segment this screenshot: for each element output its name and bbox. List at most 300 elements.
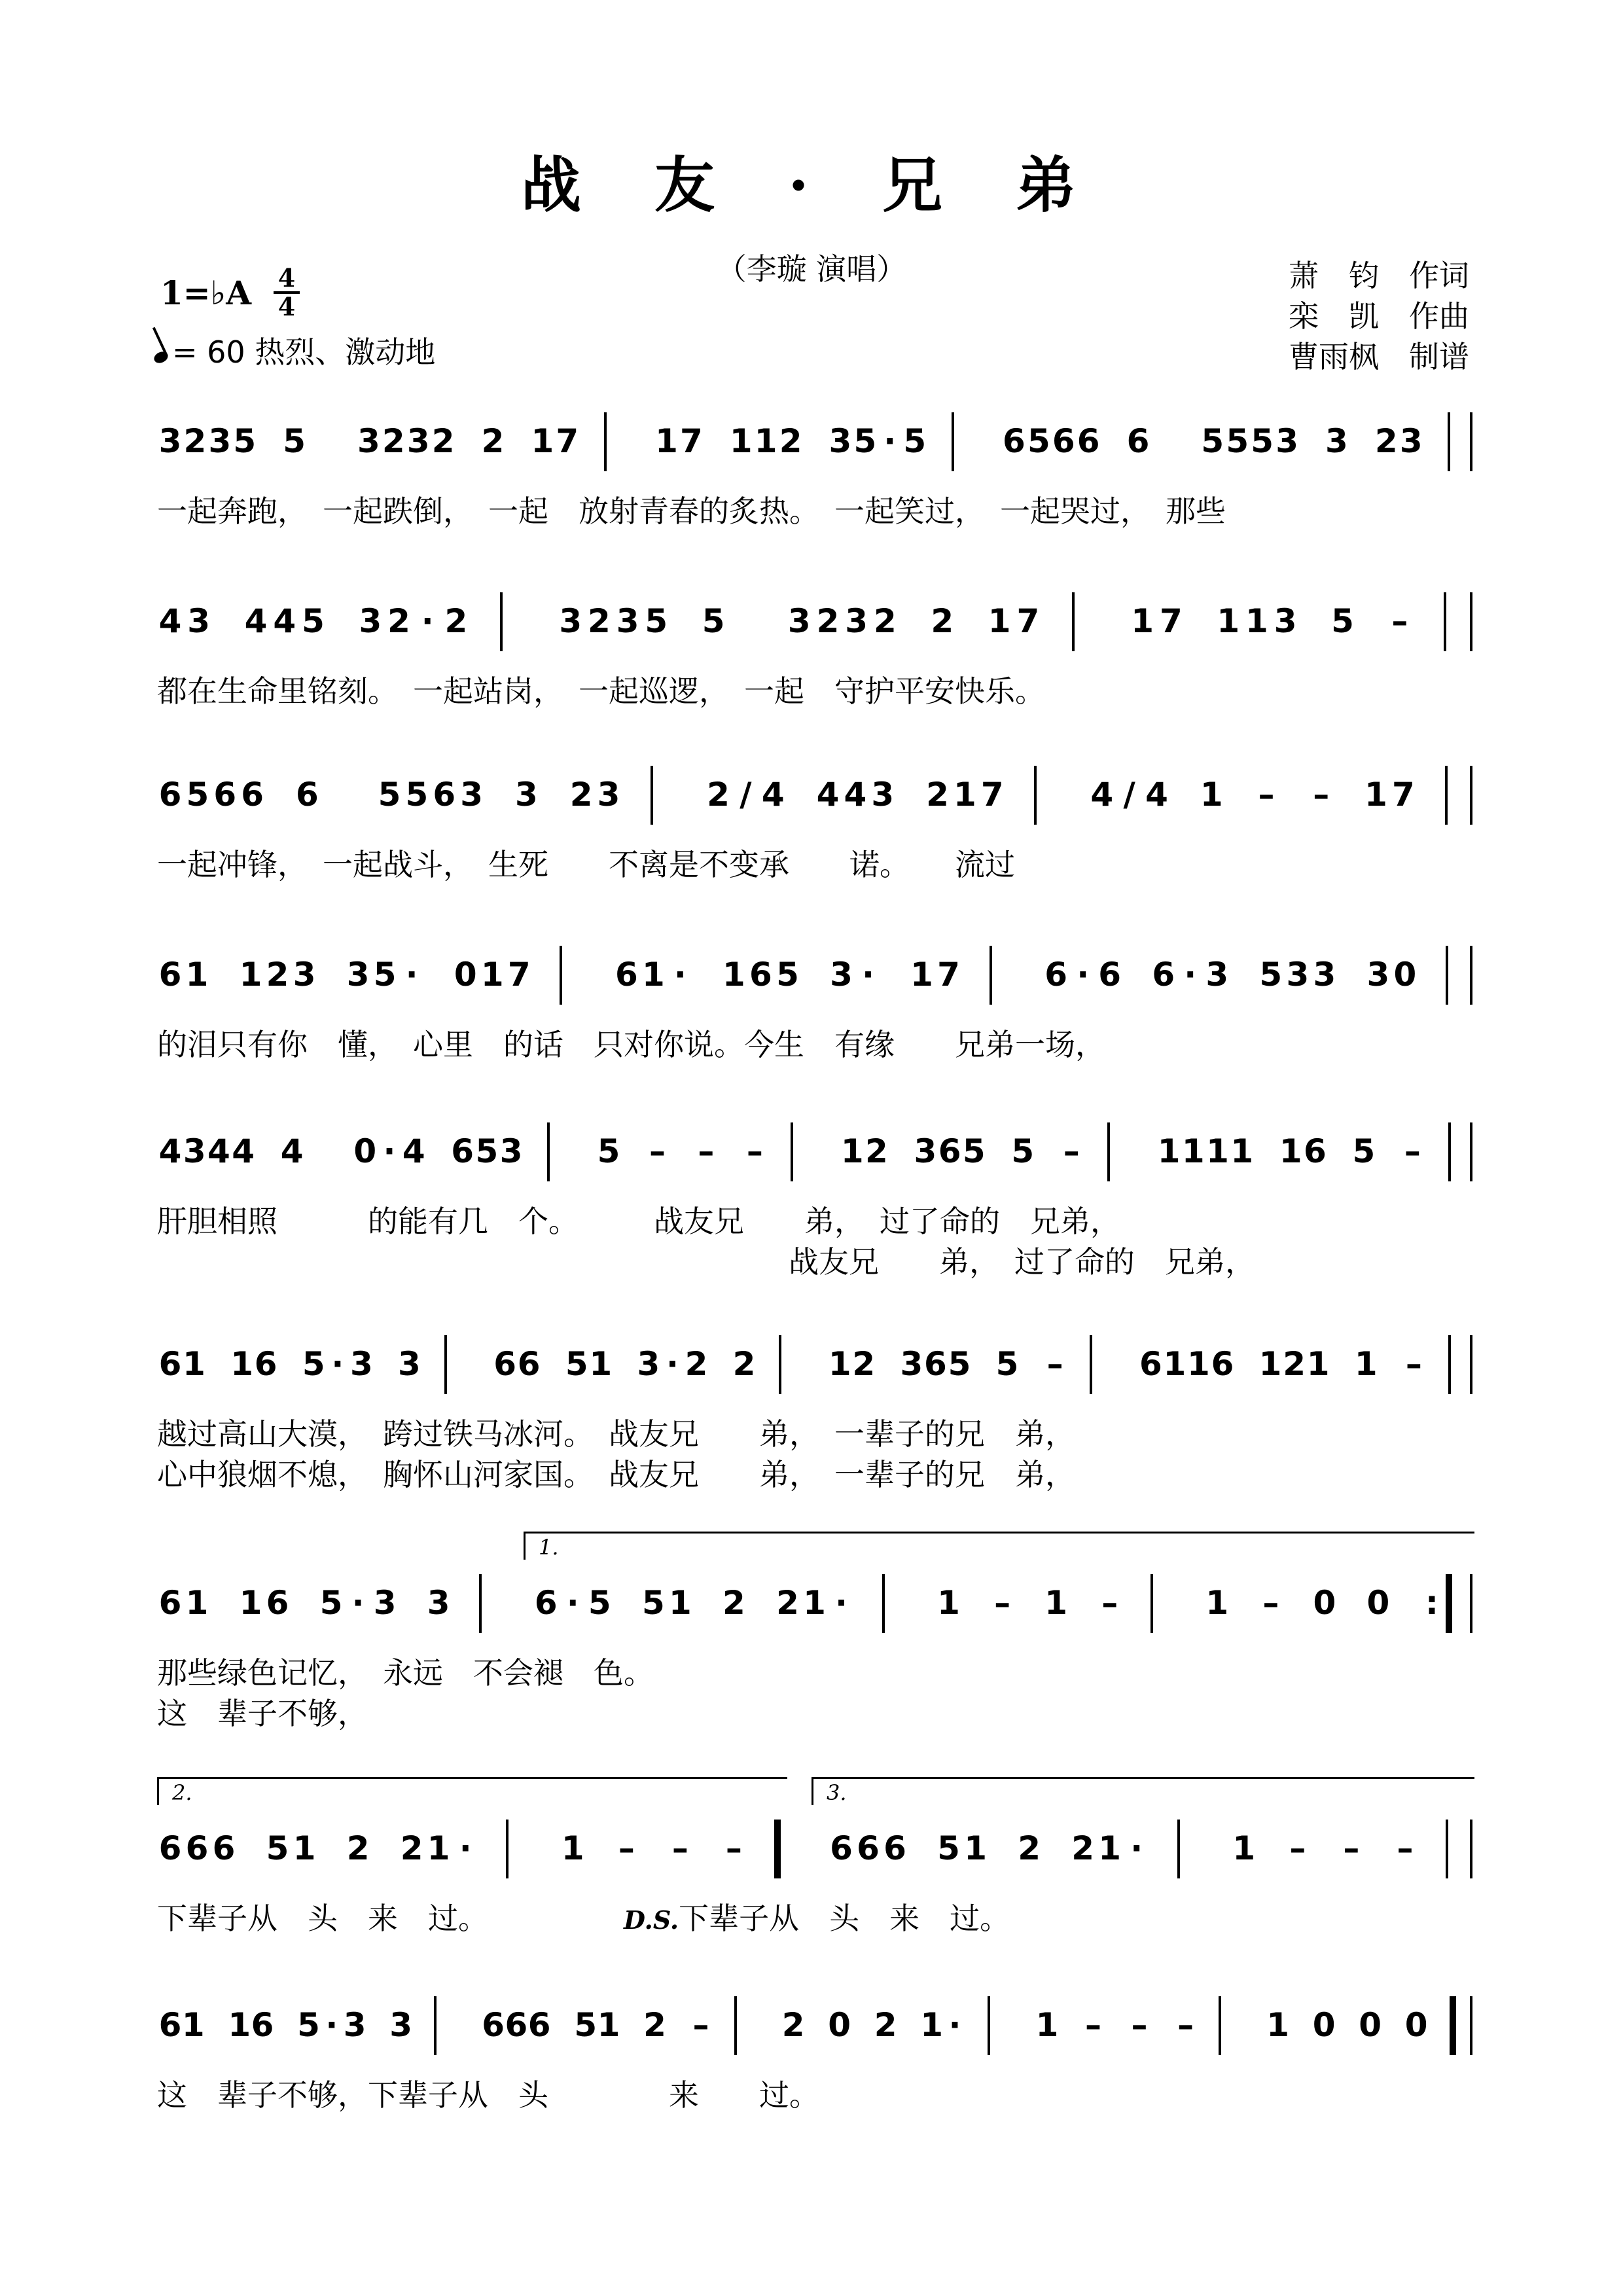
note-symbol: 1 [1131,602,1154,640]
note-symbol: 7 [1391,776,1415,814]
note-symbol: 2 [382,422,405,460]
note-symbol: 1 [803,1584,826,1622]
barline [1470,1996,1472,2055]
note-symbol: 4 [158,602,182,640]
lyric-line: 的泪只有你 懂， 心里 的话 只对你说。今生 有缘 兄弟一场， [157,1027,1105,1062]
notation-line [157,1990,1472,2062]
note-symbol: 1 [668,1584,692,1622]
note-symbol: – [618,1829,635,1867]
tempo-text: = 60 热烈、激动地 [172,334,436,370]
note-symbol: – [649,1132,666,1170]
note-symbol: – [1101,1584,1118,1622]
volta-bracket [157,1777,787,1805]
note-symbol: 2 [873,602,897,640]
note-symbol: · [331,1345,344,1383]
note-symbol: 7 [1016,602,1040,640]
note-symbol: · [325,2006,338,2044]
note-symbol: 2 [776,1584,799,1622]
note-symbol: 3 [499,1132,523,1170]
time-signature-bottom: 4 [277,292,296,321]
note-symbol: 1 [1306,1345,1330,1383]
note-symbol: 1 [1230,1132,1254,1170]
note-symbol: 6 [158,776,182,814]
note-symbol: · [862,956,875,994]
note-symbol: 0 [1359,2006,1382,2044]
note-symbol: 1 [1098,1829,1122,1867]
note-symbol: 3 [637,1345,660,1383]
note-symbol: 2 [1283,1345,1306,1383]
barline [1444,592,1446,651]
note-symbol: 1 [1200,776,1223,814]
lyric-line: 这 辈子不够，下辈子从 头 来 过。 [157,2077,819,2113]
note-symbol: / [1123,776,1135,814]
note-symbol: · [351,1584,365,1622]
note-symbol: 5 [702,602,725,640]
volta-label: 3. [827,1780,847,1805]
note-symbol: 1 [641,956,665,994]
arranger-credit: 曹雨枫 制谱 [1289,339,1469,374]
note-symbol: 1 [561,1829,584,1867]
note-symbol: 5 [233,422,257,460]
note-symbol: 3 [900,1345,923,1383]
note-symbol: – [1177,2006,1194,2044]
note-symbol: 5 [1259,956,1283,994]
note-symbol: 2 [183,422,207,460]
note-symbol: – [1085,2006,1102,2044]
note-symbol: 2 [1071,1829,1095,1867]
note-symbol: 1 [1364,776,1387,814]
note-symbol: 0 [828,2006,851,2044]
barline [791,1122,793,1181]
barline [882,1574,885,1633]
barline [1470,1820,1472,1878]
note-symbol: – [1131,2006,1148,2044]
note-symbol: 4 [280,1132,304,1170]
note-symbol: – [1397,1829,1414,1867]
note-symbol: 6 [241,776,264,814]
note-symbol: 1 [1258,1345,1282,1383]
barline [988,1996,990,2055]
note-symbol: 7 [980,776,1004,814]
notation-line [157,586,1472,658]
note-symbol: · [666,1345,679,1383]
tempo-marking [154,329,435,372]
note-symbol: 3 [346,956,370,994]
note-symbol: 6 [517,1345,541,1383]
note-symbol: 6 [1077,422,1100,460]
lyric-line: 越过高山大漠， 跨过铁马冰河。 战友兄 弟， 一辈子的兄 弟， [157,1416,1075,1452]
note-symbol: 1 [183,1345,205,1383]
volta-label: 2. [172,1780,192,1805]
note-symbol: 1 [1205,1584,1229,1622]
note-symbol: 6 [158,1829,182,1867]
volta-bracket [812,1777,1474,1805]
note-symbol: 2 [865,1132,888,1170]
note-symbol: 4 [158,1132,182,1170]
barline [1219,1996,1221,2055]
note-symbol: 1 [937,1584,960,1622]
note-symbol: – [1313,776,1330,814]
lyricist-credit: 萧 钧 作词 [1289,258,1469,293]
note-symbol: 3 [559,602,582,640]
notation-line [157,1116,1472,1188]
note-symbol: 3 [343,2006,366,2044]
note-symbol: 3 [1313,956,1336,994]
volta-label: 1. [539,1535,559,1560]
barline [1446,1574,1452,1633]
note-symbol: 6 [482,2006,505,2044]
note-symbol: 7 [507,956,531,994]
note-symbol: 3 [514,776,538,814]
note-symbol: 1 [239,1584,262,1622]
note-symbol: 1 [1266,2006,1290,2044]
note-symbol: – [698,1132,715,1170]
credits-block [1289,252,1469,374]
note-symbol: 3 [187,602,211,640]
note-symbol: 1 [1279,1132,1302,1170]
barline [1470,1122,1472,1181]
note-symbol: 1 [1206,1132,1229,1170]
note-symbol: 3 [359,602,382,640]
note-symbol: – [746,1132,763,1170]
note-symbol: 3 [616,602,639,640]
note-symbol: 5 [373,956,397,994]
note-symbol: 1 [828,1345,851,1383]
note-symbol: 1 [597,2006,620,2044]
notation-line [157,759,1472,831]
lyric-line: 一起冲锋， 一起战斗， 生死 不离是不变承 诺。 流过 [157,847,1015,882]
note-symbol: 1 [920,2006,944,2044]
note-symbol: 3 [460,776,484,814]
note-symbol: 5 [937,1829,960,1867]
barline [500,592,503,651]
note-symbol: 1 [953,776,976,814]
note-symbol: 5 [302,602,325,640]
page-title: 战 友 · 兄 弟 [520,150,1103,221]
note-symbol: · [1077,956,1090,994]
barline [952,412,954,471]
note-symbol: 4 [1090,776,1114,814]
note-symbol: 2 [779,422,802,460]
note-symbol: 1 [840,1132,864,1170]
note-symbol: 2 [685,1345,708,1383]
note-symbol: – [1405,1345,1422,1383]
note-symbol: – [1391,602,1408,640]
note-symbol: 6 [212,1829,236,1867]
note-symbol: 5 [1331,602,1354,640]
note-symbol: 1 [185,1584,209,1622]
note-symbol: 4 [816,776,840,814]
note-symbol: 3 [183,1132,206,1170]
note-symbol: · [405,956,418,994]
note-symbol: 6 [158,956,182,994]
note-symbol: 2 [266,956,289,994]
lyric-line: 那些绿色记忆， 永远 不会褪 色。 [157,1655,654,1691]
note-symbol: 3 [845,602,868,640]
note-symbol: 5 [266,1829,289,1867]
note-symbol: 1 [964,1829,987,1867]
note-symbol: 5 [948,1345,971,1383]
note-symbol: 4 [273,602,296,640]
note-symbol: 5 [588,1584,611,1622]
note-symbol: 2 [569,776,593,814]
note-symbol: 6 [1139,1345,1162,1383]
note-symbol: 2 [707,776,730,814]
note-symbol: 5 [776,956,799,994]
barline [444,1335,447,1394]
note-symbol: 5 [1027,422,1050,460]
note-symbol: 7 [556,422,579,460]
barline [734,1996,737,2055]
note-symbol: 1 [655,422,678,460]
note-symbol: 3 [406,422,430,460]
note-symbol: 3 [1325,422,1348,460]
note-symbol: – [725,1829,742,1867]
note-symbol: 2 [1018,1829,1041,1867]
note-symbol: 6 [185,1829,209,1867]
note-symbol: 0 [1404,2006,1428,2044]
note-symbol: 5 [297,2006,320,2044]
note-symbol: 6 [158,2006,182,2044]
note-symbol: 4 [232,1132,255,1170]
barline [1470,1335,1472,1394]
note-symbol: · [883,422,897,460]
note-symbol: – [671,1829,688,1867]
note-symbol: 1 [1035,2006,1059,2044]
note-symbol: 5 [597,1132,620,1170]
note-symbol: 3 [357,422,380,460]
note-symbol: 5 [645,602,668,640]
note-symbol: 6 [1044,956,1068,994]
note-symbol: 3 [787,602,811,640]
note-symbol: 0 [1393,956,1417,994]
note-symbol: 5 [1226,422,1249,460]
note-symbol: 6 [505,2006,528,2044]
note-symbol: 2 [1374,422,1398,460]
note-symbol: 6 [749,956,772,994]
lyric-line: 这 辈子不够， [157,1696,368,1731]
note-symbol: 3 [830,956,853,994]
note-symbol: / [740,776,752,814]
note-symbol: 1 [230,1345,254,1383]
note-symbol: 3 [1275,422,1298,460]
note-symbol: – [1289,1829,1306,1867]
note-symbol: 6 [615,956,638,994]
note-symbol: 6 [857,1829,880,1867]
note-symbol: 5 [319,1584,343,1622]
note-symbol: 6 [213,776,237,814]
note-symbol: 6 [1152,956,1175,994]
barline [1034,766,1037,825]
note-symbol: 2 [816,602,840,640]
note-symbol: : [1425,1584,1438,1622]
note-symbol: 5 [302,1345,325,1383]
note-symbol: 3 [829,422,852,460]
note-symbol: 2 [444,602,468,640]
note-symbol: 5 [903,422,927,460]
barline [1177,1820,1180,1878]
note-symbol: 1 [1181,1132,1205,1170]
note-symbol: 3 [398,1345,421,1383]
note-symbol: 4 [244,602,268,640]
composer-credit: 栾 凯 作曲 [1289,298,1469,334]
note-symbol: 2 [643,2006,666,2044]
lyric-line: 心中狼烟不熄， 胸怀山河家国。 战友兄 弟， 一辈子的兄 弟， [157,1457,1075,1492]
note-symbol: 4 [207,1132,230,1170]
note-symbol: 2 [931,602,954,640]
key-signature: 1=♭A [160,274,252,312]
note-symbol: 5 [1352,1132,1376,1170]
note-symbol: 5 [962,1132,986,1170]
lyric-line: 战友兄 弟， 过了命的 兄弟， [789,1244,1255,1280]
note-symbol: 2 [481,422,505,460]
note-symbol: 5 [574,2006,597,2044]
barline [1448,412,1450,471]
lyric-line: 都在生命里铭刻。 一起站岗， 一起巡逻， 一起 守护平安快乐。 [157,673,1045,709]
note-symbol: 5 [475,1132,499,1170]
note-symbol: 2 [781,2006,805,2044]
note-symbol: 6 [1098,956,1122,994]
note-symbol: 4 [761,776,785,814]
note-symbol: 1 [1044,1584,1068,1622]
notation-line [157,406,1472,478]
barline [1450,1996,1456,2055]
note-symbol: 6 [158,1584,182,1622]
note-symbol: · [948,2006,961,2044]
note-symbol: 3 [293,956,316,994]
note-symbol: 1 [185,956,209,994]
note-symbol: 6 [1052,422,1075,460]
barline [990,946,992,1005]
note-symbol: 6 [924,1345,947,1383]
note-symbol: 4 [844,776,867,814]
note-symbol: 1 [729,422,753,460]
barline [779,1335,781,1394]
barline [1470,766,1472,825]
note-symbol: 6 [527,2006,551,2044]
note-symbol: 1 [988,602,1011,640]
note-symbol: 2 [346,1829,370,1867]
note-symbol: 1 [181,2006,205,2044]
barline [479,1574,482,1633]
note-symbol: 6 [1126,422,1150,460]
note-symbol: · [566,1584,579,1622]
note-symbol: 2 [732,1345,756,1383]
note-symbol: 2 [722,1584,745,1622]
barline [1445,766,1448,825]
note-symbol: 4 [1145,776,1168,814]
note-symbol: 2 [852,1345,876,1383]
lyric-line: 一起奔跑， 一起跌倒， 一起 放射青春的炙热。 一起笑过， 一起哭过， 那些 [157,493,1226,529]
barline [1072,592,1075,651]
note-symbol: 1 [1187,1345,1210,1383]
note-symbol: 6 [493,1345,517,1383]
barline [434,1996,437,2055]
barline [1107,1122,1110,1181]
note-symbol: 1 [228,2006,251,2044]
note-symbol: 1 [531,422,554,460]
note-symbol: 6 [158,1345,182,1383]
note-symbol: 3 [1366,956,1390,994]
note-symbol: 3 [349,1345,373,1383]
note-symbol: 1 [480,956,504,994]
note-symbol: 2 [874,2006,897,2044]
barline [1470,1574,1472,1633]
note-symbol: 5 [283,422,306,460]
note-symbol: 5 [1011,1132,1035,1170]
barline [1090,1335,1092,1394]
note-symbol: 5 [1251,422,1274,460]
barline [1470,592,1472,651]
lyric-line: 下辈子从 头 来 过。 D.S.下辈子从 头 来 过。 [157,1901,1010,1936]
note-symbol: · [673,956,687,994]
note-symbol: 3 [373,1584,397,1622]
note-symbol: 1 [1232,1829,1256,1867]
note-symbol: 6 [433,776,456,814]
note-symbol: 5 [995,1345,1019,1383]
note-symbol: · [1184,956,1197,994]
note-symbol: 3 [597,776,620,814]
note-symbol: 1 [293,1829,316,1867]
barline [1446,946,1448,1005]
note-symbol: 3 [914,1132,937,1170]
note-symbol: · [421,602,434,640]
time-signature-top: 4 [277,263,296,293]
note-symbol: – [692,2006,709,2044]
note-symbol: · [459,1829,472,1867]
note-symbol: · [1130,1829,1143,1867]
note-symbol: 4 [402,1132,425,1170]
note-symbol: 2 [431,422,455,460]
note-symbol: 3 [1274,602,1297,640]
note-symbol: 6 [251,2006,274,2044]
note-symbol: 1 [1245,602,1268,640]
note-symbol: 1 [1354,1345,1378,1383]
note-symbol: 0 [1366,1584,1390,1622]
note-symbol: – [1343,1829,1360,1867]
note-symbol: 6 [883,1829,906,1867]
note-symbol: 1 [754,422,777,460]
note-symbol: 1 [1163,1345,1186,1383]
note-symbol: 3 [158,422,182,460]
note-symbol: 5 [186,776,209,814]
note-symbol: 6 [830,1829,853,1867]
note-symbol: 6 [266,1584,289,1622]
note-symbol: 5 [378,776,401,814]
note-symbol: 0 [454,956,477,994]
barline [506,1820,508,1878]
note-symbol: 5 [1201,422,1224,460]
lyric-line: 肝胆相照 的能有几 个。 战友兄 弟， 过了命的 兄弟， [157,1204,1120,1239]
note-symbol: 2 [588,602,611,640]
note-symbol: 3 [871,776,895,814]
barline [1470,412,1472,471]
note-symbol: 0 [1312,2006,1336,2044]
barline [1448,1335,1451,1394]
barline [1446,1820,1448,1878]
notation-line [157,1329,1472,1401]
note-symbol: 2 [926,776,949,814]
note-symbol: 3 [1205,956,1229,994]
note-symbol: 6 [1211,1345,1234,1383]
note-symbol: · [835,1584,847,1622]
note-symbol: 1 [1217,602,1240,640]
note-symbol: 3 [389,2006,413,2044]
note-symbol: 2 [400,1829,423,1867]
note-symbol: – [1063,1132,1080,1170]
note-symbol: 7 [680,422,703,460]
quarter-note-icon [152,350,170,365]
